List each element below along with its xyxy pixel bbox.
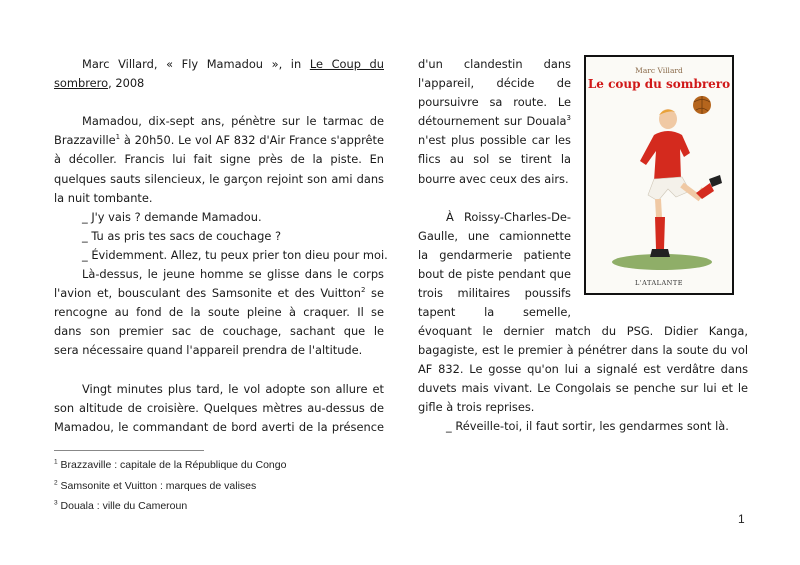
paragraph-line: poursuivre sa route. Le (418, 95, 571, 110)
paragraph-line: tapent la semelle, (418, 305, 571, 320)
source-line-2 (54, 74, 384, 93)
left-column (54, 55, 388, 437)
paragraph-line (54, 284, 384, 303)
cover-title: Le coup du sombrero (587, 77, 731, 91)
source-year: , 2008 (108, 76, 145, 91)
paragraph-line: trois militaires poussifs (418, 286, 571, 301)
paragraph-line: bourre avec ceux des airs. (418, 171, 569, 186)
footnote-number: 2 (54, 479, 58, 486)
footnote (54, 455, 286, 476)
paragraph-line: gifle à trois reprises. (418, 400, 535, 415)
source-prefix: Marc Villard, « Fly Mamadou », in (82, 57, 310, 71)
paragraph-text: l'avion et, bousculant des Samsonite et des Vuitton (54, 286, 361, 301)
paragraph-line: AF 832. Le gosse qu'on lui a signalé est verdâtre dans (418, 362, 748, 377)
dialogue-line: _ J'y vais ? demande Mamadou. (82, 209, 262, 224)
dialogue-line: _ Tu as pris tes sacs de couchage ? (82, 228, 281, 243)
footnote-text: Brazzaville : capitale de la République du Congo (57, 459, 287, 471)
page-number: 1 (738, 512, 745, 526)
paragraph-line: quelques sauts silencieux, le garçon rejoint son ami dans (54, 171, 384, 186)
paragraph-line: bagagiste, est le premier à pénétrer dans la soute du vol (418, 343, 748, 358)
footballer-illustration (586, 57, 732, 293)
footnote-ref: 2 (360, 286, 366, 295)
footnote-number: 3 (54, 499, 58, 507)
cover-author: Marc Villard (635, 66, 683, 75)
source-title: Le Coup du (309, 57, 384, 71)
footnote-text: Samsonite et Vuitton : marques de valises (57, 479, 257, 492)
paragraph-line: Vingt minutes plus tard, le vol adopte son allure et (82, 381, 384, 396)
cover-publisher: L'ATALANTE (635, 279, 683, 287)
right-column-bottom (418, 322, 748, 437)
paragraph-line: duvets mais vivant. Le Congolais se penche sur lui et le (418, 381, 748, 396)
footnotes (54, 455, 286, 517)
paragraph-line: son altitude de croisière. Quelques mètres au-dessus de (54, 400, 384, 415)
dialogue-line: _ Évidemment. Allez, tu peux prier ton dieu pour moi. (82, 247, 388, 262)
footnote (54, 476, 286, 497)
paragraph-line: rencogne au fond de la soute pleine à craquer. Il se (54, 305, 384, 320)
paragraph-text: à 20h50. Le vol AF 832 d'Air France s'apprête (120, 133, 384, 148)
paragraph-line: flics au sol se tirent la (418, 152, 571, 167)
source-line-1 (54, 55, 384, 74)
paragraph-line: dans son premier sac de couchage, sachant que le (54, 324, 384, 339)
right-column-top (418, 55, 571, 322)
paragraph-line: l'appareil, décide de (418, 76, 571, 91)
footnote-ref: 1 (115, 133, 121, 142)
paragraph-line: d'un clandestin dans (418, 57, 571, 71)
paragraph-line: Gaulle, une camionnette (418, 228, 571, 243)
paragraph-line (418, 112, 571, 131)
footnote (54, 496, 286, 517)
paragraph-line: Mamadou, dix-sept ans, pénètre sur le tarmac de (82, 114, 384, 129)
paragraph-line: Mamadou, le commandant de bord averti de la présence (54, 419, 384, 434)
paragraph-line (54, 131, 384, 150)
paragraph-line: n'est plus possible car les (418, 133, 571, 148)
place-name: Brazzaville (54, 133, 116, 148)
source-title-cont: sombrero (54, 76, 109, 91)
dialogue-line: _ Réveille-toi, il faut sortir, les gendarmes sont là. (446, 419, 729, 434)
footnote-text: Douala : ville du Cameroun (57, 500, 188, 512)
player-jersey (640, 131, 690, 181)
footnote-divider (54, 450, 204, 451)
paragraph-text: se (365, 286, 384, 301)
book-cover (584, 55, 734, 295)
footnote-number: 1 (54, 458, 58, 466)
footnote-ref: 3 (566, 114, 571, 123)
paragraph-line: la nuit tombante. (54, 190, 153, 205)
paragraph-line: évoquant le dernier match du PSG. Didier Kanga, (418, 324, 748, 338)
paragraph-text: détournement sur Douala (418, 114, 567, 129)
paragraph-line: bout de piste pendant que (418, 267, 571, 282)
paragraph-line: Là-dessus, le jeune homme se glisse dans le corps (82, 267, 384, 282)
paragraph-line: la gendarmerie patiente (418, 247, 571, 262)
paragraph-line: à décoller. Francis lui fait signe près de la piste. En (54, 152, 384, 167)
paragraph-line: À Roissy-Charles-De- (446, 209, 571, 224)
paragraph-line: sera nécessaire quand l'appareil prendra de l'altitude. (54, 343, 363, 358)
